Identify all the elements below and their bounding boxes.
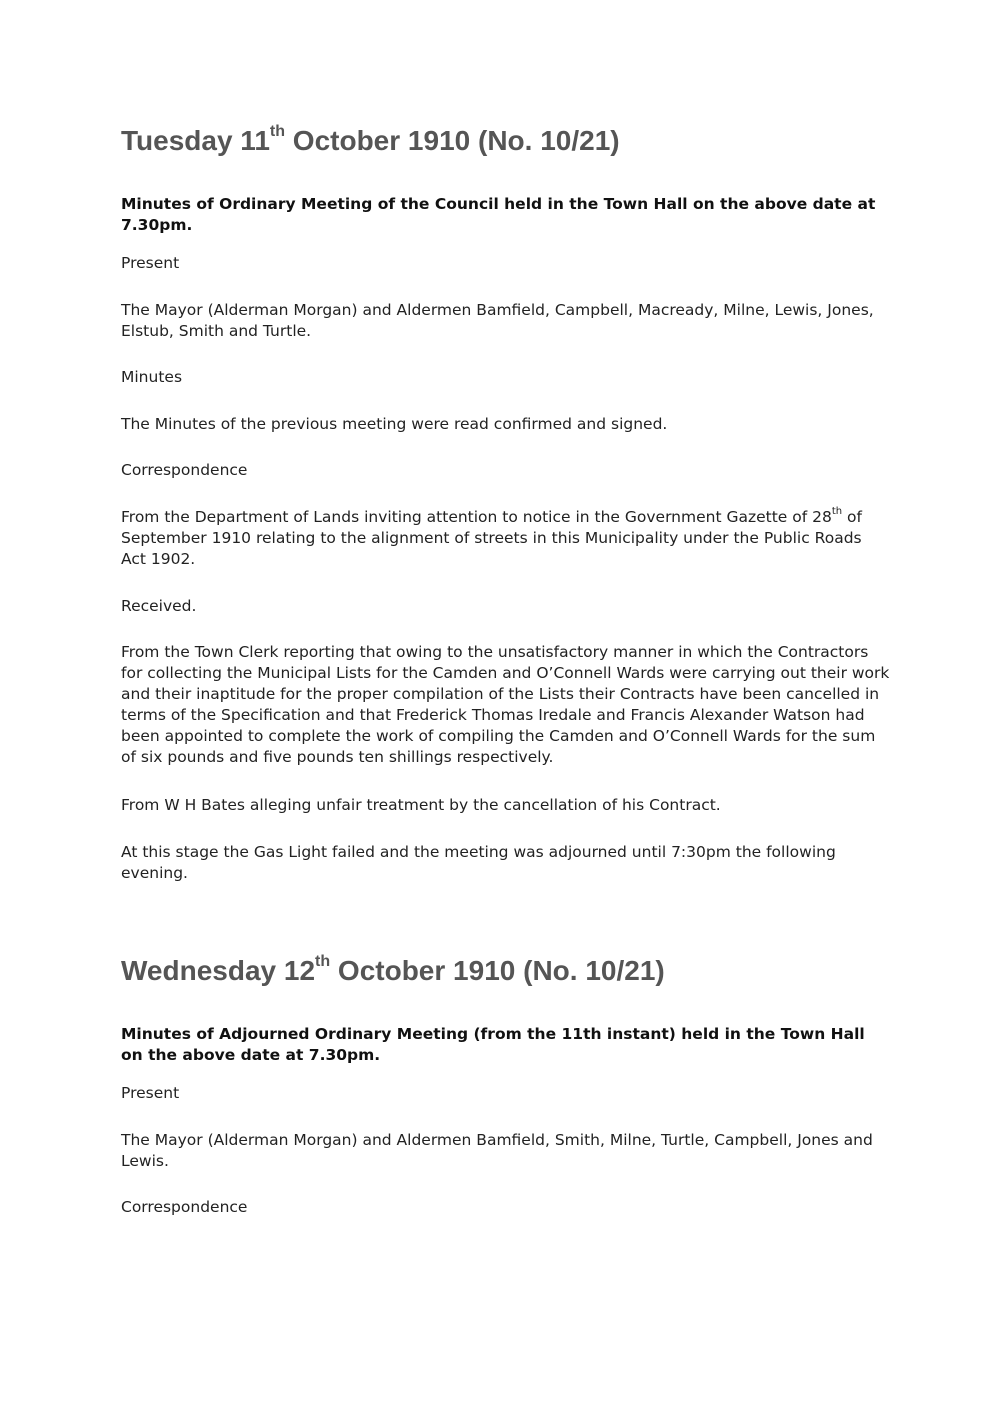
meeting-1-received: Received. — [121, 597, 197, 615]
meeting-1-gas-light-item: At this stage the Gas Light failed and the meeting was adjourned until 7:30pm the following evening. — [121, 843, 836, 882]
meeting-2-heading-superscript: th — [315, 952, 331, 970]
meeting-1-bates-item: From W H Bates alleging unfair treatment by the cancellation of his Contract. — [121, 796, 721, 814]
meeting-2-subheading: Minutes of Adjourned Ordinary Meeting (from the 11th instant) held in the Town Hall on the above date at 7.30pm. — [121, 1025, 865, 1064]
meeting-2-correspondence-label: Correspondence — [121, 1198, 248, 1216]
meeting-1-minutes-text: The Minutes of the previous meeting were read confirmed and signed. — [121, 415, 668, 433]
meeting-1-subheading: Minutes of Ordinary Meeting of the Council held in the Town Hall on the above date at 7.30pm. — [121, 195, 876, 234]
meeting-1-town-clerk-item: From the Town Clerk reporting that owing to the unsatisfactory manner in which the Contractors for collecting the Municipal Lists for the Camden and O’Connell Wards were carrying out their work and their inaptitude for the proper compilation of the Lists their Contracts have been cancelled in terms of the Specification and that Frederick Thomas Iredale and Francis Alexander Watson had been appointed to complete the work of compiling the Camden and O’Connell Wards for the sum of six pounds and five pounds ten shillings respectively. — [121, 643, 890, 766]
meeting-1-heading-superscript: th — [269, 122, 286, 140]
meeting-2-present-label: Present — [121, 1084, 180, 1102]
meeting-1-lands-item: From the Department of Lands inviting attention to notice in the Government Gazette of 28th of September 1910 relating to the alignment of streets in this Municipality under the Public Roads Act 1902. — [121, 505, 862, 568]
meeting-2-present-text: The Mayor (Alderman Morgan) and Aldermen Bamfield, Smith, Milne, Turtle, Campbell, Jones and Lewis. — [121, 1131, 873, 1170]
meeting-1-present-text: The Mayor (Alderman Morgan) and Aldermen Bamfield, Campbell, Macready, Milne, Lewis, Jones, Elstub, Smith and Turtle. — [121, 301, 874, 340]
meeting-1-correspondence-label: Correspondence — [121, 461, 248, 479]
meeting-1-heading: Tuesday 11th October 1910 (No. 10/21) — [121, 122, 620, 156]
meeting-2-heading: Wednesday 12th October 1910 (No. 10/21) — [121, 952, 665, 986]
meeting-1-minutes-label: Minutes — [121, 368, 183, 386]
meeting-1-present-label: Present — [121, 254, 180, 272]
